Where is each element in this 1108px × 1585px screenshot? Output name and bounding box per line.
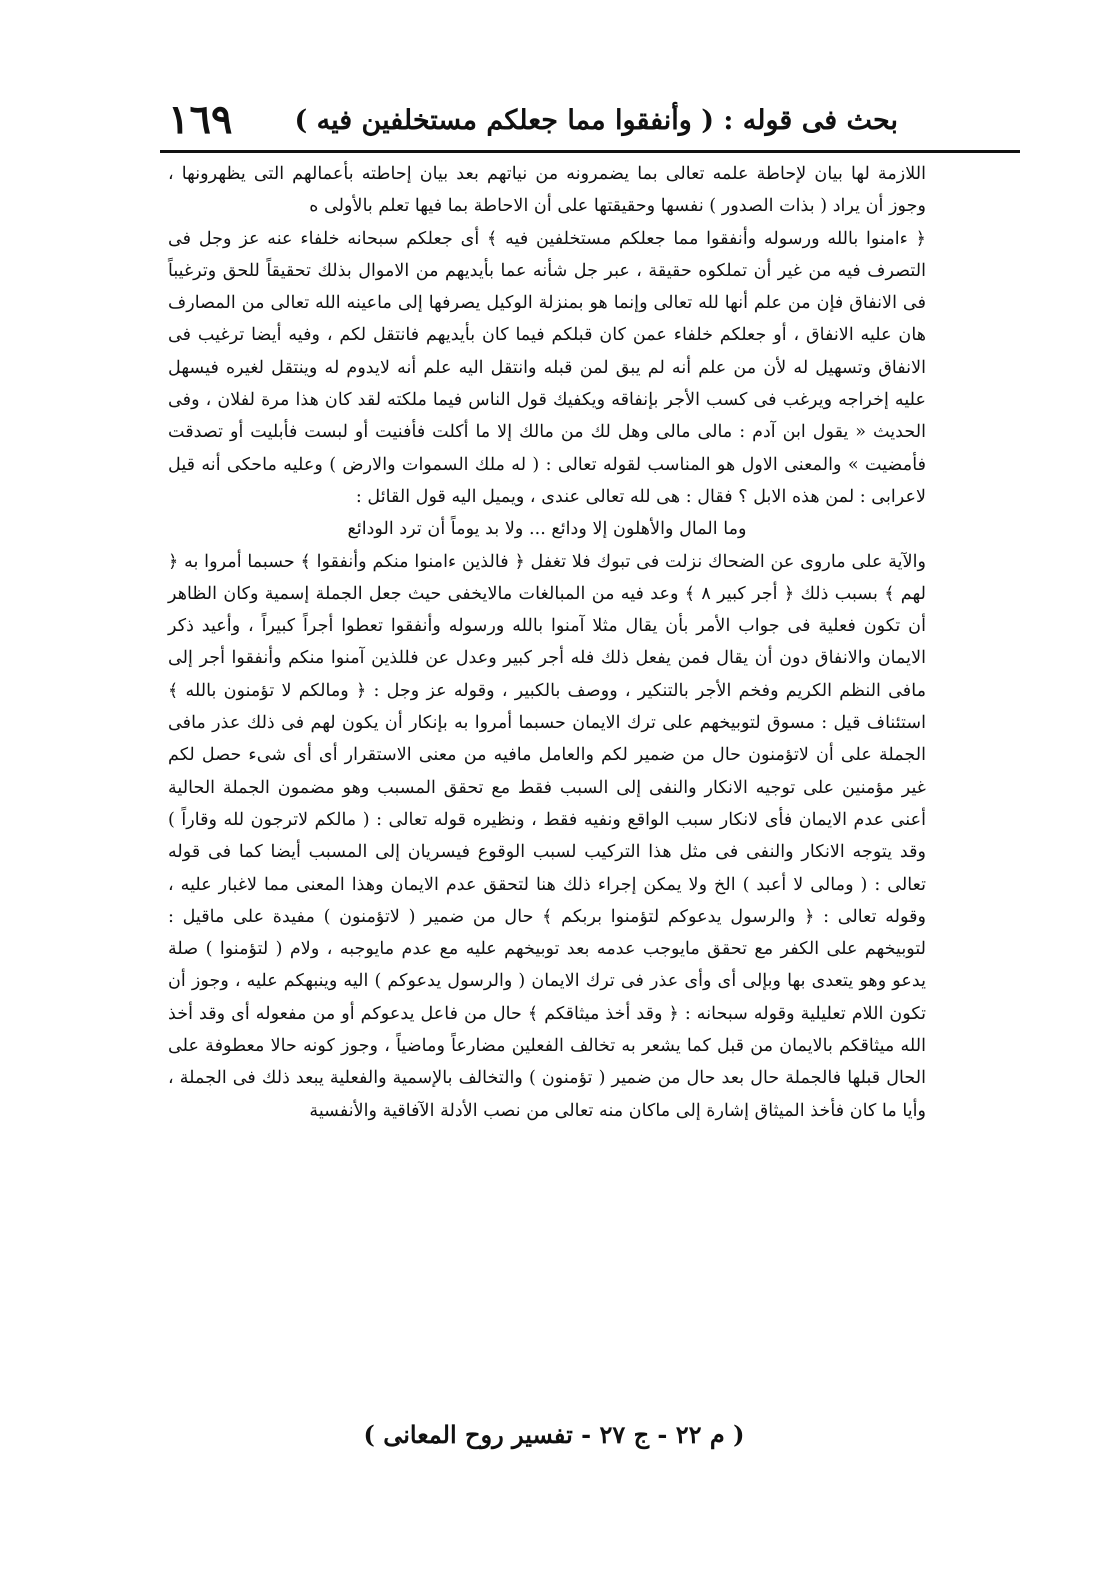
poetry-verse: وما المال والأهلون إلا ودائع ... ولا بد يوماً أن ترد الودائع xyxy=(347,519,747,540)
header-rule xyxy=(160,150,1020,153)
body-text xyxy=(168,158,926,1127)
footer-signature: ( م ٢٢ - ج ٢٧ - تفسير روح المعانى ) xyxy=(363,1420,745,1449)
paragraph: اللازمة لها بيان لإحاطة علمه تعالى بما يضمرونه من نياتهم بعد بيان إحاطته بأعمالهم التى يظهرونها ، وجوز أن يراد ( بذات الصدور ) نفسها وحقيقتها على أن الاحاطة بما فيها تعلم بالأولى ه xyxy=(168,164,926,217)
running-header xyxy=(160,92,898,148)
paragraph: ﴿ ءامنوا بالله ورسوله وأنفقوا مما جعلكم مستخلفين فيه ﴾ أى جعلكم سبحانه خلفاء عنه عز وجل فى التصرف فيه من غير أن تملكوه حقيقة ، عبر جل شأنه عما بأيديهم من الاموال بذلك تحقيقاً للحق وترغيباً فى الانفاق فإن من علم أنها لله تعالى وإنما هو بمنزلة الوكيل يصرفها إلى ماعينه الله تعالى من المصارف هان عليه الانفاق ، أو جعلكم خلفاء عمن كان قبلكم فيما كان بأيديهم فانتقل لكم ، وفيه أيضا ترغيب فى الانفاق وتسهيل له لأن من علم أنه لم يبق لمن قبله وانتقل اليه علم أنه لايدوم له وينتقل لغيره فيسهل عليه إخراجه ويرغب فى كسب الأجر بإنفاقه ويكفيك قول الناس فيما ملكته لقد كان هذا مرة لفلان ، وفى الحديث « يقول ابن آدم : مالى مالى وهل لك من مالك إلا ما أكلت فأفنيت أو لبست فأبليت أو تصدقت فأمضيت » والمعنى الاول هو المناسب لقوله تعالى : ( له ملك السموات والارض ) وعليه ماحكى أنه قيل لاعرابى : لمن هذه الابل ؟ فقال : هى لله تعالى عندى ، ويميل اليه قول القائل : xyxy=(168,228,926,507)
page-number: ١٦٩ xyxy=(168,96,233,143)
header-title: بحث فى قوله : ( وأنفقوا مما جعلكم مستخلفين فيه ) xyxy=(294,104,898,136)
paragraph: والآية على ماروى عن الضحاك نزلت فى تبوك فلا تغفل ﴿ فالذين ءامنوا منكم وأنفقوا ﴾ حسبما أمروا به ﴿ لهم ﴾ بسبب ذلك ﴿ أجر كبير ٨ ﴾ وعد فيه من المبالغات مالايخفى حيث جعل الجملة إسمية وكان الظاهر أن تكون فعلية فى جواب الأمر بأن يقال مثلا آمنوا بالله ورسوله وأنفقوا تعطوا أجراً كبيراً ، وأعيد ذكر الايمان والانفاق دون أن يقال فمن يفعل ذلك فله أجر كبير وعدل عن فللذين آمنوا منكم وأنفقوا أجر إلى مافى النظم الكريم وفخم الأجر بالتنكير ، ووصف بالكبير ، وقوله عز وجل : ﴿ ومالكم لا تؤمنون بالله ﴾ استئناف قيل : مسوق لتوبيخهم على ترك الايمان حسبما أمروا به بإنكار أن يكون لهم فى ذلك عذر مافى الجملة على أن لاتؤمنون حال من ضمير لكم والعامل مافيه من معنى الاستقرار أى أى شىء حصل لكم غير مؤمنين على توجيه الانكار والنفى إلى السبب فقط مع تحقق المسبب وهو مضمون الجملة الحالية أعنى عدم الايمان فأى لانكار سبب الواقع ونفيه فقط ، ونظيره قوله تعالى : ( مالكم لاترجون لله وقاراً ) وقد يتوجه الانكار والنفى فى مثل هذا التركيب لسبب الوقوع فيسريان إلى المسبب أيضا كما فى قوله تعالى : ( ومالى لا أعبد ) الخ ولا يمكن إجراء ذلك هنا لتحقق عدم الايمان وهذا المعنى مما لاغبار عليه ، وقوله تعالى : ﴿ والرسول يدعوكم لتؤمنوا بربكم ﴾ حال من ضمير ( لاتؤمنون ) مفيدة على ماقيل : لتوبيخهم على الكفر مع تحقق مايوجب عدمه بعد توبيخهم عليه مع عدم مايوجبه ، ولام ( لتؤمنوا ) صلة يدعو وهو يتعدى بها وبإلى أى وأى عذر فى ترك الايمان ( والرسول يدعوكم ) اليه وينبهكم عليه ، وجوز أن تكون اللام تعليلية وقوله سبحانه : ﴿ وقد أخذ ميثاقكم ﴾ حال من فاعل يدعوكم أو من مفعوله أى وقد أخذ الله ميثاقكم بالايمان من قبل كما يشعر به تخالف الفعلين مضارعاً وماضياً ، وجوز كونه حالا معطوفة على الحال قبلها فالجملة حال بعد حال من ضمير ( تؤمنون ) والتخالف بالإسمية والفعلية يبعد ذلك فى الجملة ، وأيا ما كان فأخذ الميثاق إشارة إلى ماكان منه تعالى من نصب الأدلة الآفاقية والأنفسية xyxy=(168,551,927,1121)
